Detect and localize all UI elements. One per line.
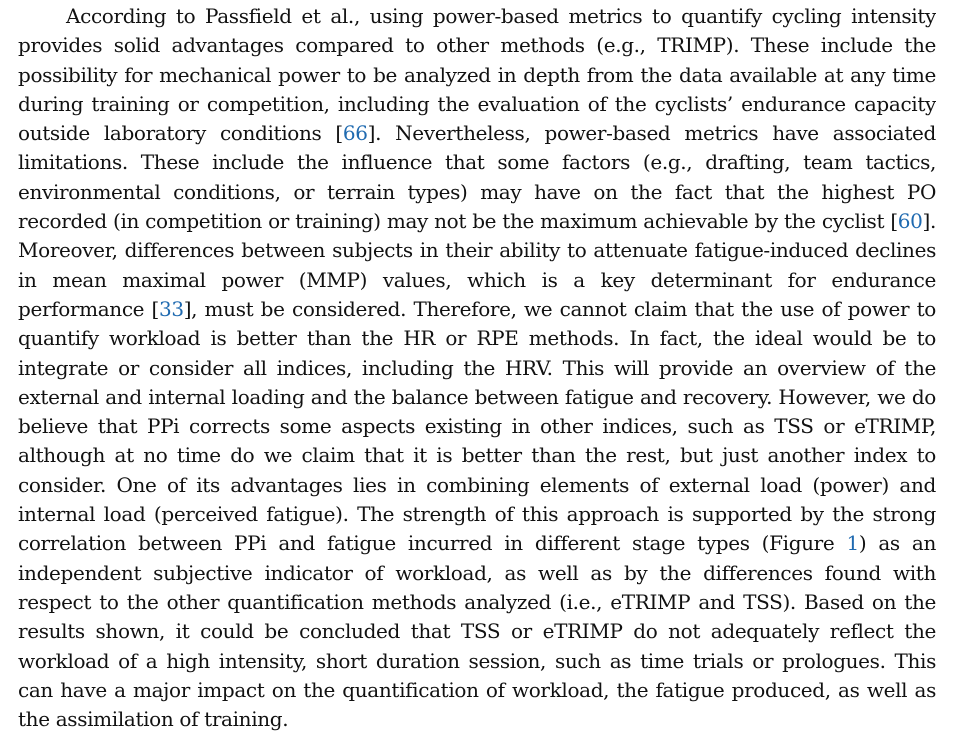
citation-link-66[interactable]: 66 xyxy=(342,121,368,146)
figure-link-1[interactable]: 1 xyxy=(846,531,859,556)
citation-link-60[interactable]: 60 xyxy=(897,209,923,234)
text-run: ) as an independent subjective indicator of workload, as well as by the differences found with respect to the other quantification methods analyzed (i.e., eTRIMP and TSS). Based on the results shown, it could be concluded that TSS or eTRIMP do not adequately reflect the workload of a high intensity, short duration session, such as time trials or prologues. This can have a major impact on the quantification of workload, the fatigue produced, as well as the assimilation of training. xyxy=(18,531,936,732)
document-page xyxy=(18,2,936,742)
text-run: ], must be considered. Therefore, we cannot claim that the use of power to quantify workload is better than the HR or RPE methods. In fact, the ideal would be to integrate or consider all indices, including the HRV. This will provide an overview of the external and internal loading and the balance between fatigue and recovery. However, we do believe that PPi corrects some aspects existing in other indices, such as TSS or eTRIMP, although at no time do we claim that it is better than the rest, but just another index to consider. One of its advantages lies in combining elements of external load (power) and internal load (perceived fatigue). The strength of this approach is supported by the strong correlation between PPi and fatigue incurred in different stage types (Figure xyxy=(18,296,936,556)
body-paragraph xyxy=(18,2,936,734)
text-run: ]. Moreover, differences between subjects in their ability to attenuate fatigue-induced declines in mean maximal power (MMP) values, which is a key determinant for endurance performance [ xyxy=(18,209,936,321)
text-run: According to Passfield et al., using power-based metrics to quantify cycling intensity provides solid advantages compared to other methods (e.g., TRIMP). These include the possibility for mechanical power to be analyzed in depth from the data available at any time during training or competition, including the evaluation of the cyclists’ endurance capacity outside laboratory conditions [ xyxy=(18,4,936,146)
citation-link-33[interactable]: 33 xyxy=(158,296,184,321)
text-run: ]. Nevertheless, power-based metrics have associated limitations. These include the influence that some factors (e.g., drafting, team tactics, environmental conditions, or terrain types) may have on the fact that the highest PO recorded (in competition or training) may not be the maximum achievable by the cyclist [ xyxy=(18,121,936,234)
